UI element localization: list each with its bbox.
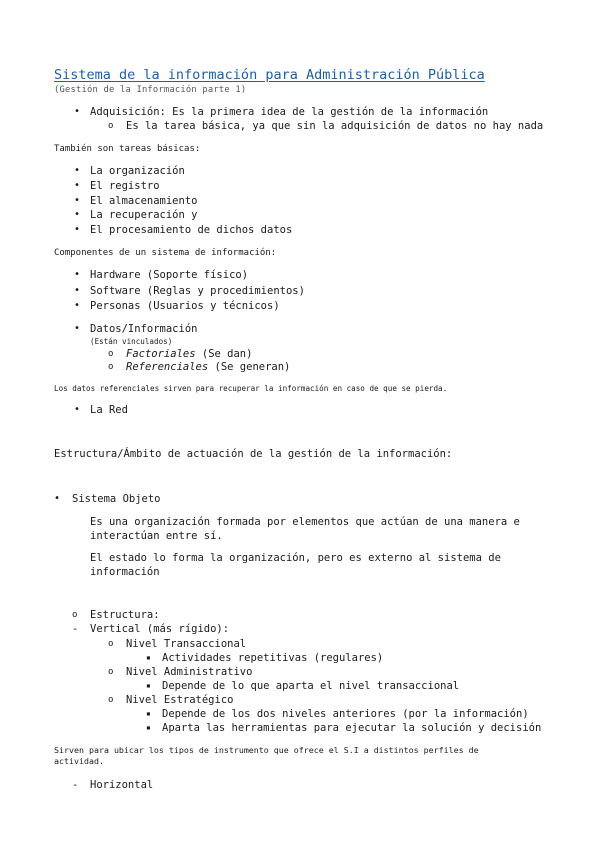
nivel-subitem: Depende de los dos niveles anteriores (por la información) — [162, 708, 529, 720]
bullet-icon: • — [74, 165, 81, 176]
adquisicion-subitem: Es la tarea básica, ya que sin la adquisición de datos no hay nada — [126, 120, 544, 132]
tareas-heading: También son tareas básicas: — [54, 144, 201, 154]
nivel-subitem: Aparta las herramientas para ejecutar la solución y decisión — [162, 722, 542, 734]
page-subtitle: (Gestión de la Información parte 1) — [54, 85, 247, 95]
referenciales-term: Referenciales — [126, 361, 209, 373]
paragraph-line: Sirven para ubicar los tipos de instrumento que ofrece el S.I a distintos perfiles de — [54, 745, 479, 755]
bullet-icon: • — [54, 493, 61, 504]
small-note: Los datos referenciales sirven para recuperar la información en caso de que se pierda. — [54, 384, 448, 393]
list-item: El procesamiento de dichos datos — [90, 224, 293, 236]
nivel-subitem: Depende de lo que aparta el nivel transaccional — [162, 680, 460, 692]
circle-bullet-icon: o — [108, 362, 114, 372]
paragraph-line: información — [90, 566, 160, 578]
datos-subitem-referenciales — [126, 360, 290, 374]
paragraph-line: El estado lo forma la organización, pero es externo al sistema de — [90, 552, 501, 564]
factoriales-term: Factoriales — [126, 348, 196, 360]
horizontal-item: Horizontal — [90, 779, 154, 791]
square-bullet-icon: ▪ — [146, 681, 151, 690]
list-item: La recuperación y — [90, 209, 198, 221]
page-title: Sistema de la información para Administración Pública — [54, 67, 485, 83]
circle-bullet-icon: o — [108, 695, 114, 705]
sistema-objeto: Sistema Objeto — [72, 493, 161, 505]
square-bullet-icon: ▪ — [146, 709, 151, 718]
bullet-icon: • — [74, 300, 81, 311]
nivel-item: Nivel Administrativo — [126, 666, 253, 678]
nivel-item: Nivel Estratégico — [126, 694, 234, 706]
factoriales-rest: (Se dan) — [195, 348, 253, 360]
square-bullet-icon: ▪ — [146, 723, 151, 732]
list-item: Hardware (Soporte físico) — [90, 269, 249, 281]
list-item: El registro — [90, 180, 160, 192]
componentes-heading: Componentes de un sistema de información: — [54, 248, 277, 258]
list-item: Software (Reglas y procedimientos) — [90, 285, 305, 297]
referenciales-rest: (Se generan) — [208, 361, 291, 373]
adquisicion-item: Adquisición: Es la primera idea de la gestión de la información — [90, 106, 489, 118]
nivel-item: Nivel Transaccional — [126, 638, 247, 650]
bullet-icon: • — [74, 224, 81, 235]
bullet-icon: • — [74, 180, 81, 191]
list-item: La organización — [90, 165, 185, 177]
bullet-icon: • — [74, 285, 81, 296]
estructura-heading: Estructura/Ámbito de actuación de la gestión de la información: — [54, 448, 453, 460]
bullet-icon: • — [74, 209, 81, 220]
datos-note: (Están vinculados) — [90, 337, 173, 346]
bullet-icon: • — [74, 404, 81, 415]
dash-icon: - — [72, 623, 79, 635]
bullet-icon: • — [74, 106, 81, 117]
circle-bullet-icon: o — [108, 667, 114, 677]
list-item: Personas (Usuarios y técnicos) — [90, 300, 280, 312]
circle-bullet-icon: o — [108, 349, 114, 359]
circle-bullet-icon: o — [72, 610, 78, 620]
nivel-subitem: Actividades repetitivas (regulares) — [162, 652, 384, 664]
estructura-item: Estructura: — [90, 609, 160, 621]
datos-item: Datos/Información — [90, 323, 198, 335]
circle-bullet-icon: o — [108, 639, 114, 649]
circle-bullet-icon: o — [108, 121, 114, 131]
dash-icon: - — [72, 779, 79, 791]
bullet-icon: • — [74, 323, 81, 334]
paragraph-line: actividad. — [54, 756, 104, 766]
list-item: La Red — [90, 404, 128, 416]
paragraph-line: interactúan entre sí. — [90, 530, 223, 542]
bullet-icon: • — [74, 269, 81, 280]
datos-subitem-factoriales — [126, 347, 252, 361]
paragraph-line: Es una organización formada por elementos que actúan de una manera e — [90, 516, 520, 528]
square-bullet-icon: ▪ — [146, 653, 151, 662]
list-item: El almacenamiento — [90, 195, 198, 207]
bullet-icon: • — [74, 195, 81, 206]
vertical-item: Vertical (más rígido): — [90, 623, 230, 635]
